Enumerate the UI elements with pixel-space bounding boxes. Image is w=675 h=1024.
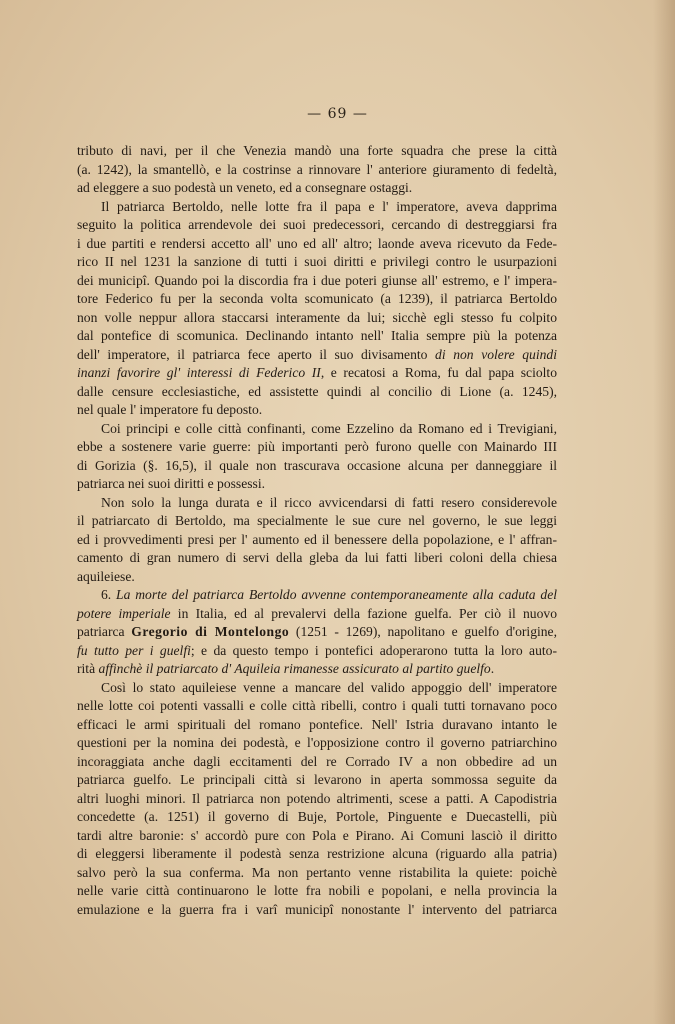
text-line: rità affinchè il patriarcato d' Aquileia rimanesse assicurato al partito guelfo. (77, 661, 495, 676)
text-line: non volle neppur allora staccarsi interamente da lui; sicchè egli stesso fu colpito (77, 309, 557, 325)
text-line: di Gorizia (§. 16,5), il quale non trascurava occasione alcuna per danneggiare il (77, 457, 557, 473)
section-6-start-line: 6. La morte del patriarca Bertoldo avvenne contemporaneamente alla caduta del (101, 587, 558, 602)
text-line: camento di gran numero di servi della gleba da lui fatti liberi coloni della chiesa (77, 550, 557, 565)
italic-text: affinchè il patriarcato d' Aquileia rimanesse assicurato al partito guelfo (98, 661, 491, 676)
paragraph-start-line: Il patriarca Bertoldo, nelle lotte fra il papa e l' imperatore, aveva dapprima (101, 198, 557, 214)
page-edge-shadow (653, 0, 675, 1024)
text-line: seguito la politica arrendevole dei suoi predecessori, cercando di destreggiarsi fra (77, 217, 557, 232)
text-line: patriarca nei suoi diritti e possessi. (77, 476, 266, 491)
text-line: altri luoghi minori. Il patriarca non potendo altrimenti, scese a patti. A Capodistria (77, 790, 557, 806)
text-line: aquileiese. (77, 568, 135, 584)
page-number: — 69 — (307, 106, 368, 122)
italic-text: potere imperiale (77, 605, 171, 621)
text-line: rico II nel 1231 la sanzione di tutti i suoi diritti e privilegi contro le usurpazioni (77, 254, 557, 269)
text-line: emulazione e la guerra fra i varî municipî nonostante l' intervento del patriarca (77, 901, 557, 917)
text-line: (a. 1242), la smantellò, e la costrinse a rinnovare l' anteriore giuramento di fedeltà, (77, 161, 557, 177)
text-line: di eleggersi liberamente il podestà senza restrizione alcuna (riguardo alla patria) (77, 846, 557, 861)
text-line: incoraggiata anche dagli eccitamenti del re Corrado IV a non obbedire ad un (77, 753, 557, 769)
paragraph-start-line: Coi principi e colle città confinanti, come Ezzelino da Romano ed i Trevigiani, (101, 420, 557, 436)
paragraph-start-line: Così lo stato aquileiese venne a mancare del valido appoggio dell' imperatore (101, 679, 557, 695)
text-line: potere imperiale in Italia, ed al prevalervi della fazione guelfa. Per ciò il nuovo (77, 605, 557, 621)
paragraph-start-line: Non solo la lunga durata e il ricco avvicendarsi di fatti resero considerevole (101, 494, 557, 510)
text-body (77, 142, 557, 919)
text-line: salvo però la sua conferma. Ma non pertanto venne ristabilita la quiete: poichè (77, 864, 557, 880)
text-line: nelle varie città continuarono le lotte fra nobili e popolani, e nella provincia la (77, 883, 557, 898)
text-line: dalle censure ecclesiastiche, ed assistette quindi al concilio di Lione (a. 1245), (77, 383, 557, 399)
italic-text: La morte del patriarca Bertoldo avvenne contemporaneamente alla caduta del (116, 587, 558, 602)
text-line: il patriarcato di Bertoldo, ma specialmente le sue cure nel governo, le sue leggi (77, 513, 557, 528)
text-line: inanzi favorire gl' interessi di Federico II, e recatosi a Roma, fu dal papa sciolto (77, 365, 557, 380)
text-line: fu tutto per i guelfi; e da questo tempo i pontefici adoperarono tutta la loro auto- (77, 642, 557, 658)
text-line: patriarca guelfo. Le principali città si levarono in aperta sommossa seguite da (77, 772, 557, 787)
italic-text: inanzi favorire gl' interessi di Federico II (77, 365, 321, 380)
text-line: ed i provvedimenti presi per l' aumento ed il benessere della popolazione, e l' affran- (77, 531, 557, 547)
text-line: ad eleggere a suo podestà un veneto, ed a consegnare ostaggi. (77, 180, 413, 195)
name-gregorio: Gregorio di Montelongo (131, 624, 290, 639)
text-line: ebbe a sostenere varie guerre: più importanti però furono quelle con Mainardo III (77, 439, 557, 454)
text-line: tardi altre baronie: s' accordò pure con Pola e Pirano. Ai Comuni lasciò il diritto (77, 827, 557, 843)
text-line: dell' imperatore, il patriarca fece aperto il suo divisamento di non volere quindi (77, 346, 557, 362)
text-line: concedette (a. 1251) il governo di Buje, Portole, Pinguente e Duecastelli, più (77, 809, 557, 824)
text-line: efficaci le armi spirituali del romano pontefice. Nell' Istria duravano intanto le (77, 716, 557, 732)
text-line: dal pontefice di scomunica. Declinando intanto nell' Italia sempre più la potenza (77, 328, 557, 343)
text-line: patriarca Gregorio di Montelongo (1251 - 1269), napolitano e guelfo d'origine, (77, 624, 557, 639)
text-line: tributo di navi, per il che Venezia mandò una forte squadra che prese la città (77, 143, 557, 158)
text-line: tore Federico fu per la seconda volta scomunicato (a 1239), il patriarca Bertoldo (77, 291, 557, 306)
text-line: nel quale l' imperatore fu deposto. (77, 402, 263, 417)
text-line: i due partiti e rendersi accetto all' uno ed all' altro; laonde aveva ricevuto da Fede- (77, 235, 557, 251)
text-line: nelle lotte coi potenti vassalli e colle città ribelli, contro i quali tutti tornavano poco (77, 698, 557, 713)
italic-text: di non volere quindi (435, 346, 557, 362)
text-line: dei municipî. Quando poi la discordia fra i due poteri giunse all' estremo, e l' impera- (77, 272, 557, 288)
text-line: questioni per la nomina dei podestà, e l'opposizione contro il governo patriarchino (77, 735, 557, 750)
italic-text: fu tutto per i guelfi (77, 642, 191, 658)
